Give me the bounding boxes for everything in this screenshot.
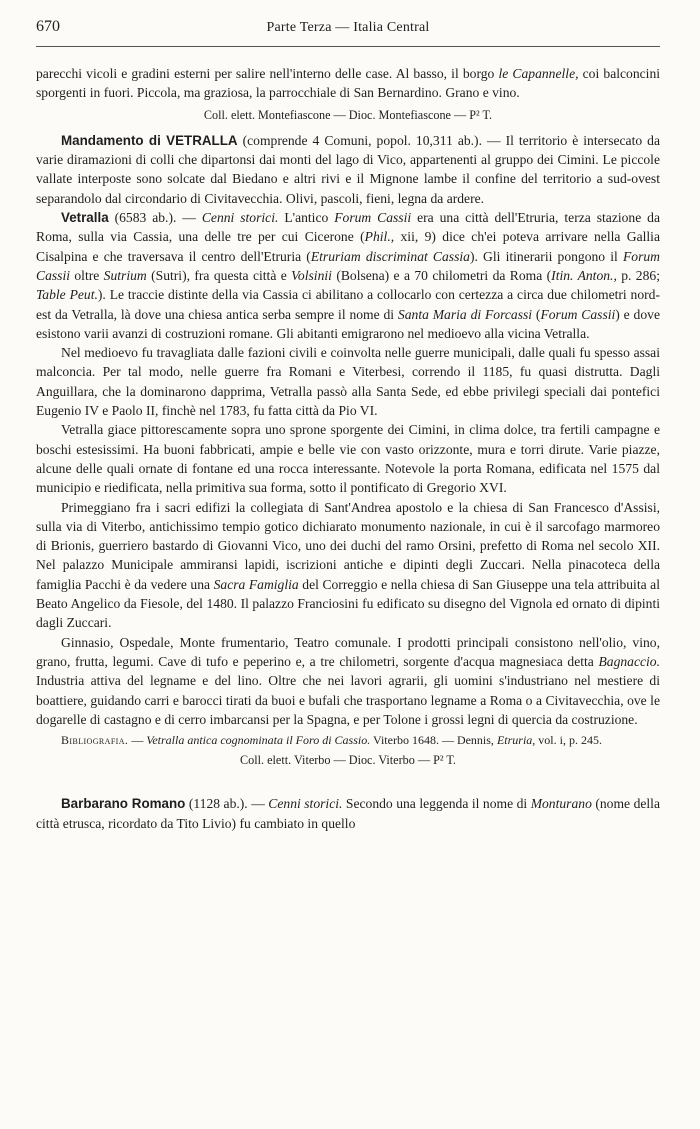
vetralla-buildings-paragraph: Primeggiano fra i sacri edifizi la collegiata di Sant'Andrea apostolo e la chiesa di San Francesco d'Assisi, sulla via di Viterbo, antichissimo tempio gotico dichiarato monumento nazionale, in cui è il sarcofago marmoreo di Brionis, guerriero bastardo di Giovanni Vico, uno dei duchi del ramo Orsini, prefetto di Roma nel secolo XII. Nel palazzo Municipale ammiransi lapidi, iscrizioni antiche e dipinti degli Zuccari. Nella pinacoteca della famiglia Pacchi è da vedere una Sacra Famiglia del Correggio e nella chiesa di San Giuseppe una tela attribuita al Beato Angelico da Fiesole, del 1480. Il palazzo Franciosini fu edificato su disegno del Vignola ed ornato di dipinti dagli Zuccari.: [36, 499, 660, 631]
collegio-montefiascone: Coll. elett. Montefiascone — Dioc. Montefiascone — P² T.: [203, 107, 493, 122]
barbarano-paragraph: Barbarano Romano (1128 ab.). — Cenni storici. Secondo una leggenda il nome di Monturano (nome della città etrusca, ricordato da Tito Livio) fu cambiato in quello: [36, 796, 660, 831]
barbarano-heading: Barbarano Romano: [61, 796, 186, 812]
page-body: [36, 64, 660, 833]
vetralla-medieval-paragraph: Nel medioevo fu travagliata dalle fazioni civili e coinvolta nelle guerre municipali, dalle quali fu spesso assai malconcia. Per tal modo, nelle guerre fra Romani e Viterbesi, correndo il 1185, fu quasi distrutta. Dagli Anguillara, che la dominarono dapprima, Vetralla passò alla Santa Sede, ed ebbe privilegi speciali dai pontefici Eugenio IV e Paolo II, finchè nel 1783, fu fatta città da Pio VI.: [36, 345, 660, 419]
mandamento-paragraph: Mandamento di VETRALLA (comprende 4 Comuni, popol. 10,311 ab.). — Il territorio è intersecato da varie diramazioni di colli che dipartonsi dai monti del lago di Vico, appartenenti al gruppo dei Cimini. Le piccole vallate interposte sono solcate dal Biedano e altri rivi e il Mignone lambe il confine del territorio a sud-ovest separandolo dal circondario di Civitavecchia. Olivi, pascoli, fieni, legna da ardere.: [36, 132, 661, 206]
running-title: Parte Terza — Italia Central: [266, 20, 430, 35]
page-number: 670: [36, 18, 60, 35]
vetralla-description-paragraph: Vetralla giace pittorescamente sopra uno sprone sporgente dei Cimini, in clima dolce, tra fertili campagne e boschi estesissimi. Ha buoni fabbricati, ampie e belle vie con vasto orizzonte, mura e torri dirute. Varie piazze, alcune delle quali ornate di fontane ed una rocca interessante. Notevole la porta Romana, edificata nel 1575 dal municipio e riedificata, nella primitiva sua forma, sotto il pontificato di Gregorio XVI.: [36, 422, 660, 496]
vetralla-heading: Vetralla: [61, 210, 109, 226]
intro-paragraph: parecchi vicoli e gradini esterni per salire nell'interno delle case. Al basso, il borgo le Capannelle, coi balconcini sporgenti in fuori. Piccola, ma graziosa, la parrocchiale di San Bernardino. Grano e vino.: [36, 66, 661, 101]
collegio-viterbo: Coll. elett. Viterbo — Dioc. Viterbo — P² T.: [240, 753, 456, 768]
vetralla-economy-paragraph: Ginnasio, Ospedale, Monte frumentario, Teatro comunale. I prodotti principali consistono nell'olio, vino, grano, frutta, legumi. Cave di tufo e peperino e, a tre chilometri, sorgente d'acqua magnesiaca detta Bagnaccio. Industria attiva del legname e del lino. Oltre che nei lavori agrarii, gli uomini s'industriano nel mestiere di boattiere, guidando carri e barocci tirati da buoi e bufali che trasportano legname a Roma o a Civitavecchia, ove le dogarelle di castagno e di cerro imbarcansi per la Spagna, e per Tolone i grossi legni di quercia da costruzione.: [36, 634, 660, 727]
header-rule: [36, 46, 660, 47]
bibliography: Bibliografia. — Vetralla antica cognominata il Foro di Cassio. Viterbo 1648. — Dennis, Etruria, vol. i, p. 245.: [61, 733, 602, 748]
vetralla-history-paragraph: Vetralla (6583 ab.). — Cenni storici. L'antico Forum Cassii era una città dell'Etruria, terza stazione da Roma, sulla via Cassia, una delle tre per cui Cicerone (Phil., xii, 9) dice ch'ei poteva arrivare nella Gallia Cisalpina e che traversava il centro dell'Etruria (Etruriam discriminat Cassia). Gli itinerarii pongono il Forum Cassii oltre Sutrium (Sutri), fra questa città e Volsinii (Bolsena) e a 70 chilometri da Roma (Itin. Anton., p. 286; Table Peut.). Le traccie distinte della via Cassia ci abilitano a collocarlo con certezza a circa due chilometri nord-est da Vetralla, là dove una chiesa antica serba sempre il nome di Santa Maria di Forcassi (Forum Cassii) e dove esistono varii avanzi di costruzioni romane. Gli abitanti emigrarono nel medioevo alla vicina Vetralla.: [36, 210, 661, 341]
page-header: [36, 18, 660, 42]
